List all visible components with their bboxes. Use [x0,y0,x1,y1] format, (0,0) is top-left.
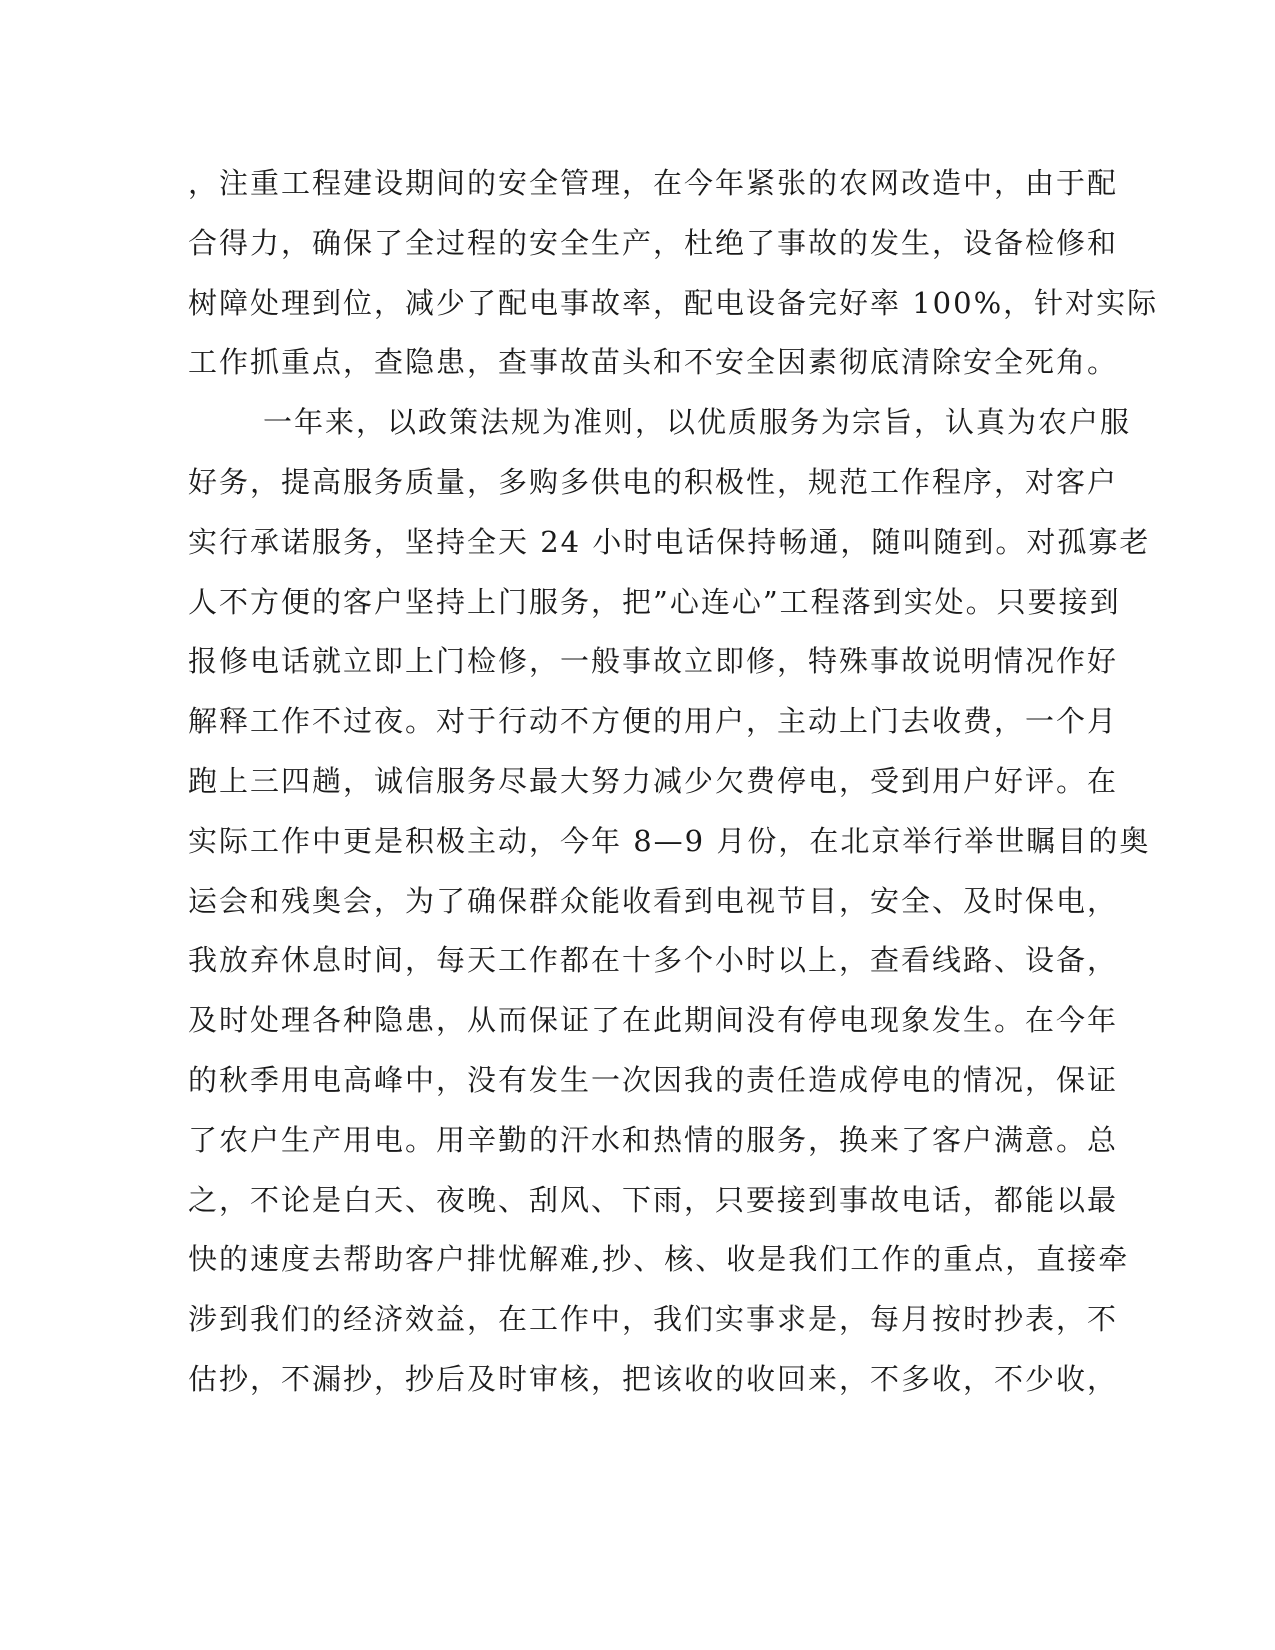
text-line: 合得力，确保了全过程的安全生产，杜绝了事故的发生，设备检修和 [188,225,1119,260]
text-line: 树障处理到位，减少了配电事故率，配电设备完好率 100%，针对实际 [188,285,1159,320]
text-line: 了农户生产用电。用辛勤的汗水和热情的服务，换来了客户满意。总 [188,1122,1119,1157]
text-line: 跑上三四趟，诚信服务尽最大努力减少欠费停电，受到用户好评。在 [188,763,1119,798]
text-line: 人不方便的客户坚持上门服务，把”心连心”工程落到实处。只要接到 [188,584,1121,619]
text-line: 实行承诺服务，坚持全天 24 小时电话保持畅通，随叫随到。对孤寡老 [188,524,1151,559]
text-line: 报修电话就立即上门检修，一般事故立即修，特殊事故说明情况作好 [188,644,1119,679]
text-line: 好务，提高服务质量，多购多供电的积极性，规范工作程序，对客户 [188,464,1119,499]
paragraph-first-line: 一年来，以政策法规为准则，以优质服务为宗旨，认真为农户服 [263,405,1132,440]
text-line: 我放弃休息时间，每天工作都在十多个小时以上，查看线路、设备， [188,943,1119,978]
text-line: 解释工作不过夜。对于行动不方便的用户，主动上门去收费，一个月 [188,704,1119,739]
text-line: 运会和残奥会，为了确保群众能收看到电视节目，安全、及时保电， [188,883,1119,918]
text-line: 快的速度去帮助客户排忧解难,抄、核、收是我们工作的重点，直接牵 [188,1242,1130,1277]
text-line: 工作抓重点，查隐患，查事故苗头和不安全因素彻底清除安全死角。 [188,345,1119,380]
body-text [188,163,1159,1419]
text-line: 及时处理各种隐患，从而保证了在此期间没有停电现象发生。在今年 [188,1003,1119,1038]
text-line: 涉到我们的经济效益，在工作中，我们实事求是，每月按时抄表，不 [188,1302,1119,1337]
text-line: ，注重工程建设期间的安全管理，在今年紧张的农网改造中，由于配 [188,166,1119,200]
text-line: 的秋季用电高峰中，没有发生一次因我的责任造成停电的情况，保证 [188,1062,1119,1097]
text-line: 估抄，不漏抄，抄后及时审核，把该收的收回来，不多收，不少收， [188,1361,1119,1396]
text-line: 实际工作中更是积极主动，今年 8—9 月份，在北京举行举世瞩目的奥 [188,823,1151,858]
text-line: 之，不论是白天、夜晚、刮风、下雨，只要接到事故电话，都能以最 [188,1182,1119,1217]
